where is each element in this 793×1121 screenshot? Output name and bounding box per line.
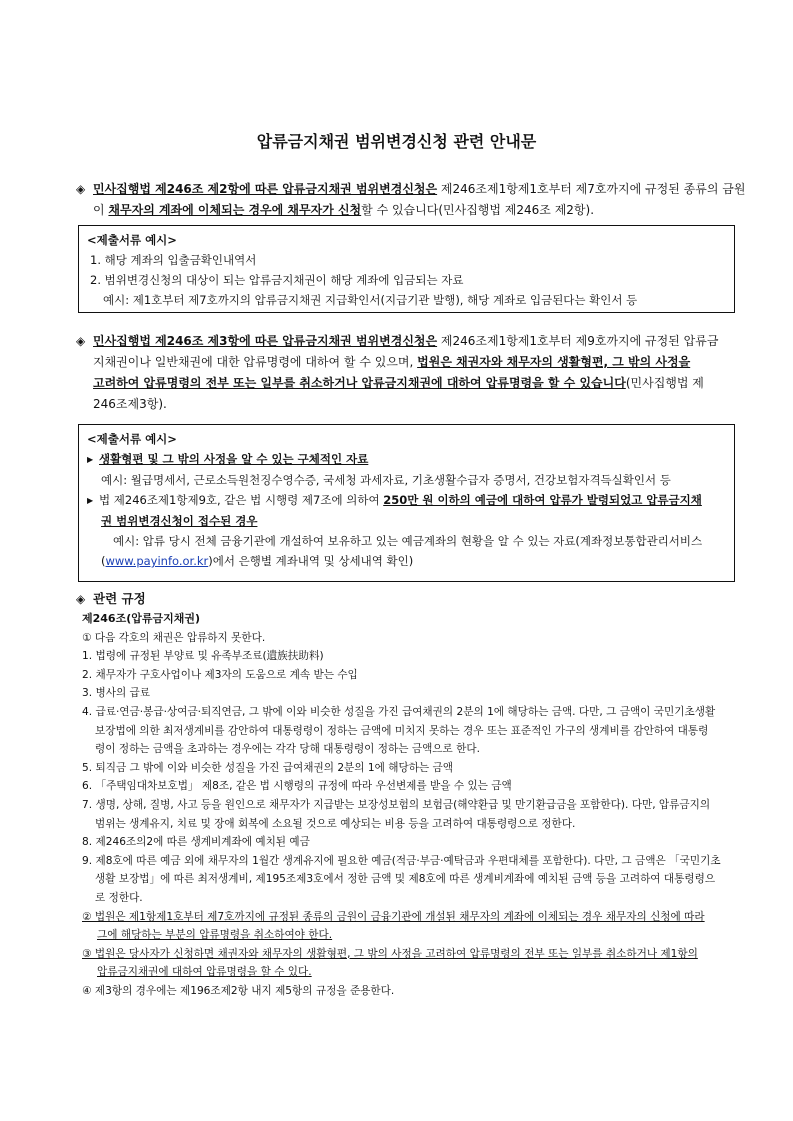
related-regulations-heading: 관련 규정 (93, 591, 146, 606)
section1-line2: 이 채무자의 계좌에 이체되는 경우에 채무자가 신청할 수 있습니다(민사집행법 제246조 제2항). (93, 203, 595, 217)
law-line: 5. 퇴직금 그 밖에 이와 비슷한 성질을 가진 급여채권의 2분의 1에 해당하는 금액 (82, 761, 454, 774)
law-line: 로 정한다. (95, 891, 143, 904)
box2-bullet-1-example: 예시: 월급명세서, 근로소득원천징수영수증, 국세청 과세자료, 기초생활수급자 증명서, 건강보험자격득실확인서 등 (101, 473, 671, 487)
law-line: 압류금지채권에 대하여 압류명령을 할 수 있다. (97, 966, 312, 979)
section2-paragraph (93, 331, 733, 415)
section2-documents-box (78, 424, 735, 582)
diamond-bullet-icon: ◈ (76, 592, 86, 606)
box1-heading: <제출서류 예시> (87, 233, 177, 247)
section1-bold-lead: 민사집행법 제246조 제2항에 따른 압류금지채권 범위변경신청은 (93, 182, 438, 196)
law-line: 보장법에 의한 최저생계비를 감안하여 대통령령이 정하는 금액에 미치지 못하는 경우 또는 표준적인 가구의 생계비를 감안하여 대통령 (95, 724, 709, 737)
section1-line1: 민사집행법 제246조 제2항에 따른 압류금지채권 범위변경신청은 제246조제1항제1호부터 제7호까지에 규정된 종류의 금원 (93, 182, 746, 196)
law-line: 생활 보장법」에 따른 최저생계비, 제195조제3호에서 정한 금액 및 제8호에 따른 생계비계좌에 예치된 금액 등을 고려하여 대통령령으 (95, 873, 716, 886)
payinfo-link[interactable]: www.payinfo.or.kr (105, 554, 209, 568)
box1-item-2-example: 예시: 제1호부터 제7호까지의 압류금지채권 지급확인서(지급기관 발행), 해당 계좌로 입금된다는 확인서 등 (103, 293, 638, 307)
box1-item-1: 1. 해당 계좌의 입출금확인내역서 (90, 253, 257, 267)
law-line: 9. 제8호에 따른 예금 외에 채무자의 1월간 생계유지에 필요한 예금(적금·부금·예탁금과 우편대체를 포함한다). 다만, 그 금액은 「국민기초 (82, 854, 721, 867)
law-line: 1. 법령에 규정된 부양료 및 유족부조료(遺族扶助料) (82, 650, 324, 663)
article-title: 제246조(압류금지채권) (82, 612, 201, 625)
law-line: 8. 제246조의2에 따른 생계비계좌에 예치된 예금 (82, 836, 310, 849)
box2-heading: <제출서류 예시> (87, 432, 177, 446)
law-line: 3. 병사의 급료 (82, 687, 151, 700)
box2-bullet-2-example: 예시: 압류 당시 전체 금융기관에 개설하여 보유하고 있는 예금계좌의 현황을 알 수 있는 자료(계좌정보통합관리서비스 (113, 534, 703, 548)
box1-item-2: 2. 범위변경신청의 대상이 되는 압류금지채권이 해당 계좌에 입금되는 자료 (90, 273, 464, 287)
law-line: ③ 법원은 당사자가 신청하면 채권자와 채무자의 생활형편, 그 밖의 사정을 고려하여 압류명령의 전부 또는 일부를 취소하거나 제1항의 (82, 947, 698, 960)
section2-line2: 지채권이나 일반채권에 대한 압류명령에 대하여 할 수 있으며, 법원은 채권자와 채무자의 생활형편, 그 밖의 사정을 (93, 355, 691, 369)
diamond-bullet-icon: ◈ (76, 334, 86, 348)
law-line: ② 법원은 제1항제1호부터 제7호까지에 규정된 종류의 금원이 금융기관에 개설된 채무자의 계좌에 이체되는 경우 채무자의 신청에 따라 (82, 910, 705, 923)
section1-documents-box (78, 225, 735, 313)
law-line: 4. 급료·연금·봉급·상여금·퇴직연금, 그 밖에 이와 비슷한 성질을 가진 급여채권의 2분의 1에 해당하는 금액. 다만, 그 금액이 국민기초생활 (82, 705, 716, 718)
law-line: 7. 생명, 상해, 질병, 사고 등을 원인으로 채무자가 지급받는 보장성보험의 보험금(해약환급 및 만기환급금을 포함한다). 다만, 압류금지의 (82, 798, 711, 811)
section2-bold-lead: 민사집행법 제246조 제3항에 따른 압류금지채권 범위변경신청은 (93, 334, 438, 348)
law-article (82, 610, 721, 1000)
law-line: 령이 정하는 금액을 초과하는 경우에는 각각 당해 대통령령이 정하는 금액으로 한다. (95, 743, 480, 756)
box2-bullet-2-example-line2: (www.payinfo.or.kr)에서 은행별 계좌내역 및 상세내역 확인) (101, 554, 414, 568)
law-line: ④ 제3항의 경우에는 제196조제2항 내지 제5항의 규정을 준용한다. (82, 984, 395, 997)
triangle-bullet-icon: ▶ (87, 455, 94, 464)
section2-line3: 고려하여 압류명령의 전부 또는 일부를 취소하거나 압류금지채권에 대하여 압류명령을 할 수 있습니다(민사집행법 제 (93, 376, 704, 390)
diamond-bullet-icon: ◈ (76, 182, 86, 196)
law-line: 그에 해당하는 부분의 압류명령을 취소하여야 한다. (97, 929, 333, 942)
law-line: 범위는 생계유지, 치료 및 장애 회복에 소요될 것으로 예상되는 비용 등을 고려하여 대통령령으로 정한다. (95, 817, 576, 830)
box2-bullet-2: ▶ 법 제246조제1항제9호, 같은 법 시행령 제7조에 의하여 250만 원 이하의 예금에 대하여 압류가 발령되었고 압류금지채 (87, 490, 726, 511)
section1-paragraph (93, 179, 746, 221)
section2-line1: 민사집행법 제246조 제3항에 따른 압류금지채권 범위변경신청은 제246조제1항제1호부터 제9호까지에 규정된 압류금 (93, 334, 719, 348)
box2-bullet-2-line2: 권 범위변경신청이 접수된 경우 (101, 514, 258, 528)
law-line: 2. 채무자가 구호사업이나 제3자의 도움으로 계속 받는 수입 (82, 668, 358, 681)
section2-line4: 246조제3항). (93, 397, 167, 411)
law-line: 6. 「주택임대차보호법」 제8조, 같은 법 시행령의 규정에 따라 우선변제를 받을 수 있는 금액 (82, 780, 512, 793)
page-title: 압류금지채권 범위변경신청 관련 안내문 (256, 132, 537, 151)
triangle-bullet-icon: ▶ (87, 496, 94, 505)
section1-emphasis: 채무자의 계좌에 이체되는 경우에 채무자가 신청 (108, 203, 362, 217)
law-line: ① 다음 각호의 채권은 압류하지 못한다. (82, 631, 266, 644)
box2-bullet-1: ▶ 생활형편 및 그 밖의 사정을 알 수 있는 구체적인 자료 (87, 449, 726, 470)
